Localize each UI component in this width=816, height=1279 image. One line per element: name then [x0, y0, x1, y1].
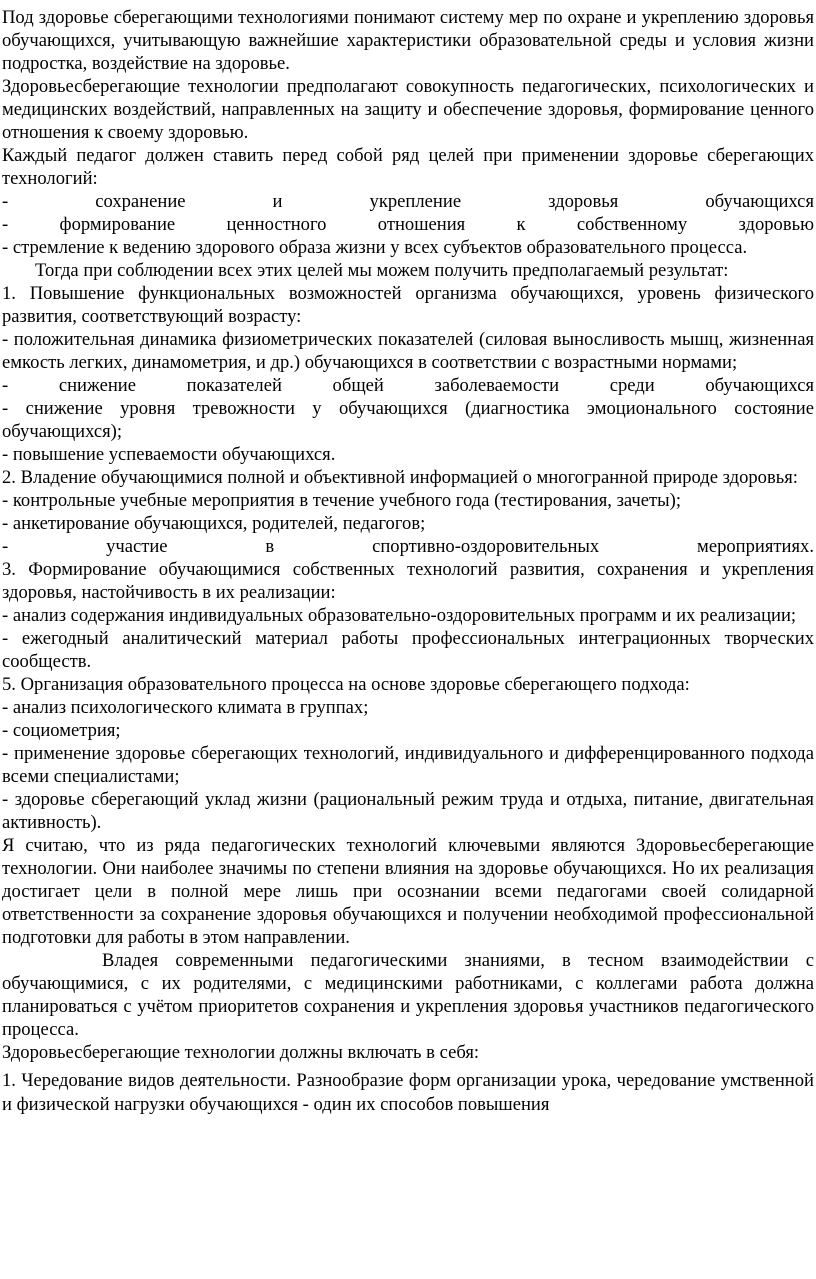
paragraph-opinion: Я считаю, что из ряда педагогических технологий ключевыми являются Здоровьесберегающие технологии. Они наиболее значимы по степени влияния на здоровье обучающихся. Но их реализация достигает цели в полной мере лишь при осознании всеми педагогами своей солидарной ответственности за сохранение здоровья обучающихся и получении необходимой профессиональной подготовки для работы в этом направлении. — [2, 835, 814, 948]
paragraph-include-intro: Здоровьесберегающие технологии должны включать в себя: — [2, 1042, 480, 1063]
paragraph-result-intro: Тогда при соблюдении всех этих целей мы можем получить предполагаемый результат: — [35, 260, 729, 281]
result-heading-5: 5. Организация образовательного процесса на основе здоровье сберегающего подхода: — [2, 674, 690, 695]
goal-item-1: - сохранение и укрепление здоровья обучающихся — [2, 191, 814, 212]
result-item-5-4: - здоровье сберегающий уклад жизни (рациональный режим труда и отдыха, питание, двигательная активность). — [2, 789, 814, 833]
paragraph-definition: Под здоровье сберегающими технологиями понимают систему мер по охране и укреплению здоровья обучающихся, учитывающую важнейшие характеристики образовательной среды и условия жизни подростка, воздействие на здоровье. — [2, 7, 814, 74]
result-item-2-3: - участие в спортивно-оздоровительных мероприятиях. — [2, 536, 814, 557]
result-item-3-1: - анализ содержания индивидуальных образовательно-оздоровительных программ и их реализации; — [2, 605, 797, 626]
result-item-1-1: - положительная динамика физиометрических показателей (силовая выносливость мышц, жизненная емкость легких, динамометрия, и др.) обучающихся в соответствии с возрастными нормами; — [2, 329, 814, 373]
result-item-5-2: - социометрия; — [2, 720, 121, 741]
paragraph-cooperation: Владея современными педагогическими знаниями, в тесном взаимодействии с обучающимися, с их родителями, с медицинскими работниками, с коллегами работа должна планироваться с учётом приоритетов сохранения и укрепления здоровья участников педагогического процесса. — [2, 950, 814, 1040]
result-heading-3: 3. Формирование обучающимися собственных технологий развития, сохранения и укрепления здоровья, настойчивость в их реализации: — [2, 559, 814, 603]
result-item-1-4: - повышение успеваемости обучающихся. — [2, 444, 336, 465]
goal-item-2: - формирование ценностного отношения к собственному здоровью — [2, 214, 814, 235]
result-item-1-3: - снижение уровня тревожности у обучающихся (диагностика эмоционального состояние обучающихся); — [2, 398, 814, 442]
result-item-2-2: - анкетирование обучающихся, родителей, педагогов; — [2, 513, 426, 534]
paragraph-goals-intro: Каждый педагог должен ставить перед собой ряд целей при применении здоровье сберегающих технологий: — [2, 145, 814, 189]
goal-item-3: - стремление к ведению здорового образа жизни у всех субъектов образовательного процесса. — [2, 237, 748, 258]
result-item-2-1: - контрольные учебные мероприятия в течение учебного года (тестирования, зачеты); — [2, 490, 682, 511]
result-item-1-2: - снижение показателей общей заболеваемости среди обучающихся — [2, 375, 814, 396]
result-heading-1: 1. Повышение функциональных возможностей организма обучающихся, уровень физического развития, соответствующий возрасту: — [2, 283, 814, 327]
result-heading-2: 2. Владение обучающимися полной и объективной информацией о многогранной природе здоровья: — [2, 467, 798, 488]
paragraph-include-item-1: 1. Чередование видов деятельности. Разнообразие форм организации урока, чередование умственной и физической нагрузки обучающихся - один их способов повышения — [2, 1070, 814, 1115]
paragraph-technologies: Здоровьесберегающие технологии предполагают совокупность педагогических, психологических и медицинских воздействий, направленных на защиту и обеспечение здоровья, формирование ценного отношения к своему здоровью. — [2, 76, 814, 143]
result-item-5-1: - анализ психологического климата в группах; — [2, 697, 369, 718]
result-item-3-2: - ежегодный аналитический материал работы профессиональных интеграционных творческих сообществ. — [2, 628, 814, 672]
result-item-5-3: - применение здоровье сберегающих технологий, индивидуального и дифференцированного подхода всеми специалистами; — [2, 743, 814, 787]
